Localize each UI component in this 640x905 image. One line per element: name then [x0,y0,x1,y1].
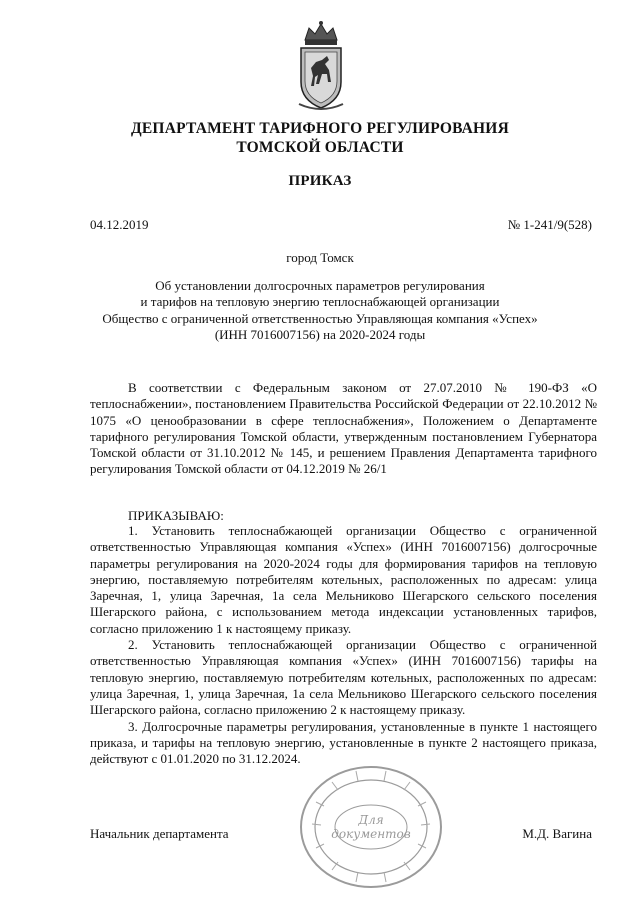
subject-line: Об установлении долгосрочных параметров регулирования [155,278,485,293]
official-stamp-icon [296,762,446,892]
order-item: 3. Долгосрочные параметры регулирования, установленные в пункте 1 настоящего приказа, и тарифы на тепловую энергию, установленные в пункте 2 настоящего приказа, действуют с 01.01.2020 по 31.12.2024. [90,718,597,767]
document-type: ПРИКАЗ [288,173,352,189]
preamble-text: В соответствии с Федеральным законом от 27.07.2010 № 190-ФЗ «О теплоснабжении», постановлением Правительства Российской Федерации от 22.10.2012 № 1075 «О ценообразовании в сфере теплоснабжения», Положением о Департаменте тарифного регулирования Томской области, утвержденным постановлением Губернатора Томской области от 31.10.2012 № 145, и решением Правления Департамента тарифного регулирования Томской области от 04.12.2019 № 26/1 [90,380,597,477]
stamp-text: документов [331,827,411,841]
department-title-line2: ТОМСКОЙ ОБЛАСТИ [236,139,404,156]
document-city: город Томск [286,250,354,265]
signer-position: Начальник департамента [90,826,229,841]
document-date: 04.12.2019 [90,217,149,232]
subject-line: Общество с ограниченной ответственностью Управляющая компания «Успех» [102,310,538,326]
document-subject [70,278,570,343]
preamble [90,380,597,478]
order-items [90,523,597,767]
coat-of-arms-icon [291,20,351,112]
stamp-text: Для [358,813,384,827]
order-item: 1. Установить теплоснабжающей организации Общество с ограниченной ответственностью Управляющая компания «Успех» (ИНН 7016007156) долгосрочные параметры регулирования на 2020-2024 годы для формирования тарифов на тепловую энергию, поставляемую потребителям котельных, расположенных по адресам: улица Заречная, 1, улица Заречная, 1а села Мельниково Шегарского сельского поселения Шегарского района, с использованием метода индексации установленных тарифов, согласно приложению 1 к настоящему приказу. [90,523,597,636]
order-item: 2. Установить теплоснабжающей организации Общество с ограниченной ответственностью Управляющая компания «Успех» (ИНН 7016007156) тарифы на тепловую энергию, поставляемую потребителям котельных, расположенных по адресам: улица Заречная, 1, улица Заречная, 1а села Мельниково Шегарского сельского поселения Шегарского района, согласно приложению 2 к настоящему приказу. [90,637,597,718]
subject-line: (ИНН 7016007156) на 2020-2024 годы [214,326,426,342]
order-word: ПРИКАЗЫВАЮ: [128,508,224,523]
signer-name: М.Д. Вагина [522,826,592,841]
subject-line: и тарифов на тепловую энергию теплоснабжающей организации [140,294,500,310]
document-number: № 1-241/9(528) [507,217,592,232]
department-title-line1: ДЕПАРТАМЕНТ ТАРИФНОГО РЕГУЛИРОВАНИЯ [131,120,509,137]
